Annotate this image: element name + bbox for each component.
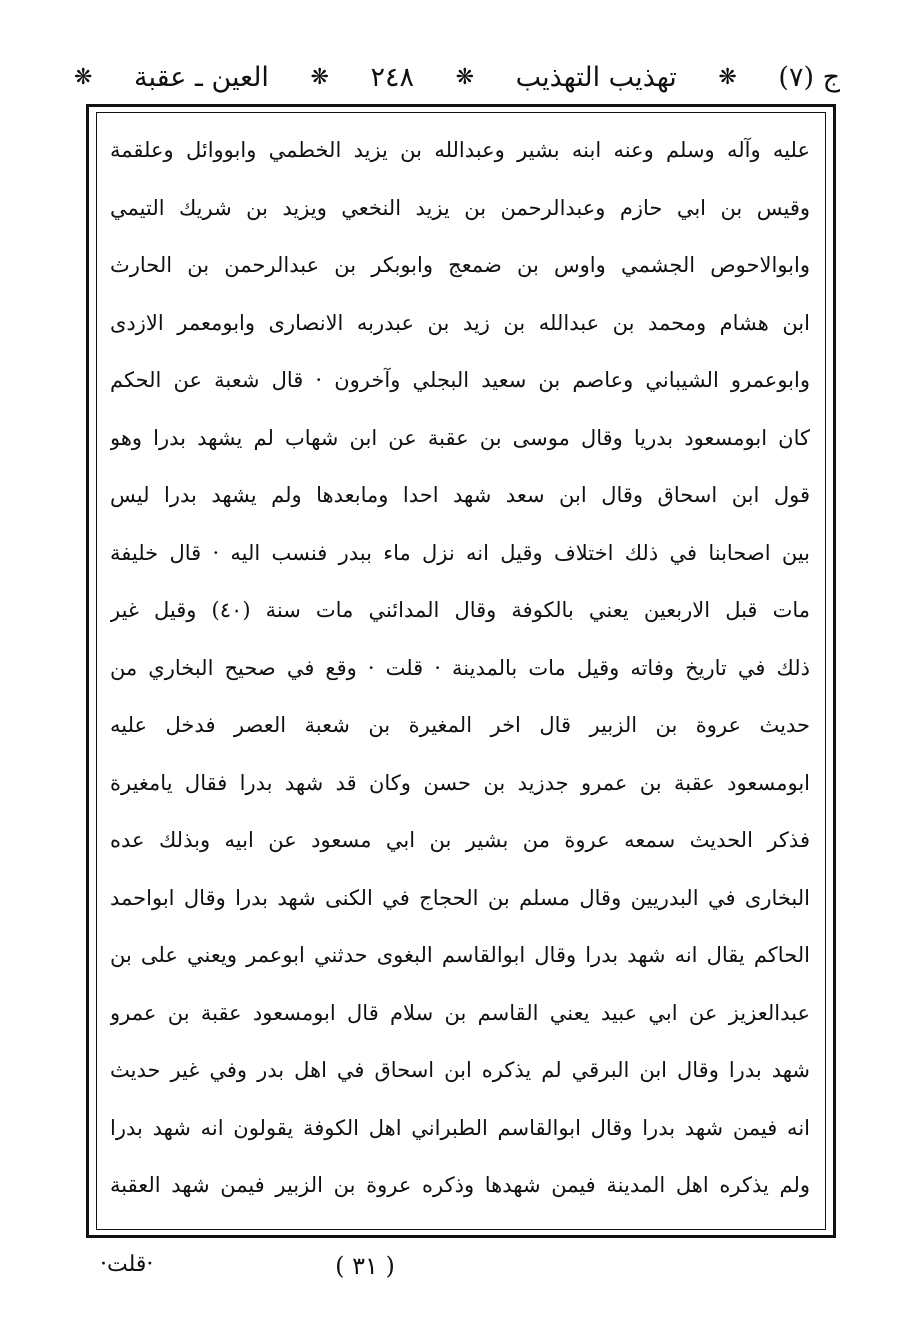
header-ornament: ❋ (74, 64, 93, 90)
section-title: العين ـ عقبة (134, 61, 269, 93)
header-ornament: ❋ (455, 64, 474, 90)
text-line: فذكر الحديث سمعه عروة من بشير بن ابي مسعود عن ابيه وبذلك عده (110, 828, 810, 852)
text-line: شهد بدرا وقال ابن البرقي لم يذكره ابن اسحاق في اهل بدر وفي غير حديث (110, 1058, 810, 1082)
text-line: وقيس بن ابي حازم وعبدالرحمن بن يزيد النخعي ويزيد بن شريك التيمي (110, 195, 810, 220)
text-line: قول ابن اسحاق وقال ابن سعد شهد احدا ومابعدها ولم يشهد بدرا ليس (110, 483, 810, 507)
text-line: مات قبل الاربعين يعني بالكوفة وقال المدائني مات سنة (٤٠) وقيل غير (110, 598, 810, 622)
body-text (110, 122, 810, 1222)
text-line: وابوعمرو الشيباني وعاصم بن سعيد البجلي وآخرون · قال شعبة عن الحكم (110, 368, 810, 392)
text-line: انه فيمن شهد بدرا وقال ابوالقاسم الطبراني اهل الكوفة يقولون انه شهد بدرا (110, 1115, 810, 1140)
header-ornament: ❋ (718, 64, 737, 90)
header-ornament: ❋ (310, 64, 329, 90)
text-line: ابن هشام ومحمد بن عبدالله بن زيد بن عبدربه الانصارى وابومعمر الازدى (110, 310, 810, 335)
text-line: البخارى في البدريين وقال مسلم بن الحجاج في الكنى شهد بدرا وقال ابواحمد (110, 885, 810, 910)
text-line: عبدالعزيز عن ابي عبيد يعني القاسم بن سلام قال ابومسعود عقبة بن عمرو (110, 1000, 810, 1025)
text-line: بين اصحابنا في ذلك اختلاف وقيل انه نزل ماء ببدر فنسب اليه · قال خليفة (110, 540, 810, 565)
text-line: ولم يذكره اهل المدينة فيمن شهدها وذكره عروة بن الزبير فيمن شهد العقبة (110, 1173, 810, 1197)
text-line: كان ابومسعود بدريا وقال موسى بن عقبة عن ابن شهاب لم يشهد بدرا وهو (110, 425, 810, 450)
text-line: عليه وآله وسلم وعنه ابنه بشير وعبدالله بن يزيد الخطمي وابووائل وعلقمة (110, 138, 810, 162)
book-title: تهذيب التهذيب (515, 61, 677, 93)
text-line: وابوالاحوص الجشمي واوس بن ضمعج وابوبكر بن عبدالرحمن بن الحارث (110, 253, 810, 277)
text-line: الحاكم يقال انه شهد بدرا وقال ابوالقاسم البغوى حدثني ابوعمر ويعني على بن (110, 943, 810, 967)
text-line: حديث عروة بن الزبير قال اخر المغيرة بن شعبة العصر فدخل عليه (110, 713, 810, 737)
signature-mark: ( ٣١ ) (335, 1252, 395, 1280)
volume-label: ج (٧) (778, 61, 840, 93)
catchword: ·قلت· (100, 1252, 154, 1277)
page-number: ٢٤٨ (370, 61, 414, 93)
text-line: ذلك في تاريخ وفاته وقيل مات بالمدينة · قلت · وقع في صحيح البخاري من (110, 655, 810, 680)
page-header (70, 52, 840, 102)
text-line: ابومسعود عقبة بن عمرو جدزيد بن حسن وكان قد شهد بدرا فقال يامغيرة (110, 770, 810, 795)
